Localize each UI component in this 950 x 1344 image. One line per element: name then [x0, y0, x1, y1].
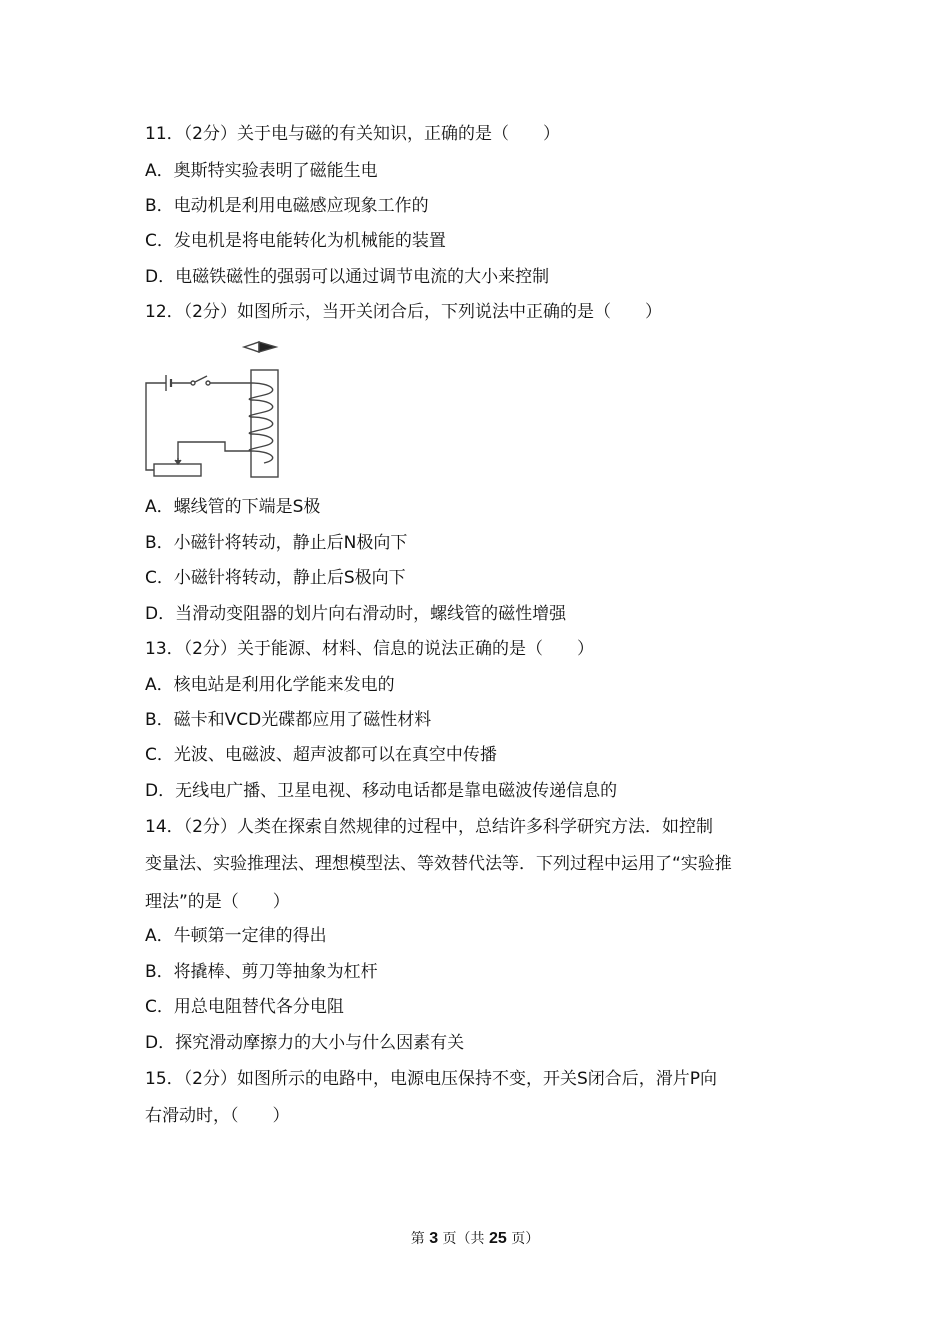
- q12-circuit-figure: [140, 338, 290, 480]
- q13-option-d: D．无线电广播、卫星电视、移动电话都是靠电磁波传递信息的: [145, 781, 618, 801]
- q14-stem-line3: 理法”的是（ ）: [145, 892, 290, 912]
- q14-option-c: C．用总电阻替代各分电阻: [145, 997, 344, 1017]
- q11-option-c: C．发电机是将电能转化为机械能的装置: [145, 231, 446, 251]
- q14-stem-line1: 14．（2分）人类在探索自然规律的过程中，总结许多科学研究方法．如控制: [145, 817, 713, 837]
- q11-option-a: A．奥斯特实验表明了磁能生电: [145, 161, 378, 181]
- footer-prefix: 第: [410, 1231, 425, 1247]
- q13-option-a: A．核电站是利用化学能来发电的: [145, 675, 395, 695]
- rheostat: [154, 464, 201, 476]
- q11-stem: 11．（2分）关于电与磁的有关知识，正确的是（ ）: [145, 124, 560, 144]
- q11-option-b: B．电动机是利用电磁感应现象工作的: [145, 196, 429, 216]
- q11-option-d: D．电磁铁磁性的强弱可以通过调节电流的大小来控制: [145, 267, 550, 287]
- q13-stem: 13．（2分）关于能源、材料、信息的说法正确的是（ ）: [145, 639, 594, 659]
- compass-needle-black: [259, 342, 276, 352]
- solenoid-core: [251, 370, 278, 477]
- footer-page-number: 3: [429, 1230, 439, 1247]
- q14-option-d: D．探究滑动摩擦力的大小与什么因素有关: [145, 1033, 465, 1053]
- footer-total-pages: 25: [489, 1230, 507, 1247]
- q13-option-b: B．磁卡和VCD光碟都应用了磁性材料: [145, 710, 432, 730]
- q15-stem-line1: 15．（2分）如图所示的电路中，电源电压保持不变，开关S闭合后，滑片P向: [145, 1069, 717, 1089]
- page-footer: [0, 1228, 950, 1248]
- compass-needle-white: [244, 342, 259, 352]
- q12-option-d: D．当滑动变阻器的划片向右滑动时，螺线管的磁性增强: [145, 604, 567, 624]
- q12-option-c: C．小磁针将转动，静止后S极向下: [145, 568, 406, 588]
- footer-suffix: 页）: [511, 1231, 540, 1247]
- q14-stem-line2: 变量法、实验推理法、理想模型法、等效替代法等．下列过程中运用了“实验推: [145, 854, 732, 874]
- q12-option-a: A．螺线管的下端是S极: [145, 497, 321, 517]
- q12-option-b: B．小磁针将转动，静止后N极向下: [145, 533, 408, 553]
- q15-stem-line2: 右滑动时，（ ）: [145, 1106, 290, 1126]
- switch-blade: [195, 376, 207, 382]
- footer-middle: 页（共: [442, 1231, 485, 1247]
- q14-option-b: B．将撬棒、剪刀等抽象为杠杆: [145, 962, 378, 982]
- q13-option-c: C．光波、电磁波、超声波都可以在真空中传播: [145, 745, 497, 765]
- q12-stem: 12．（2分）如图所示，当开关闭合后，下列说法中正确的是（ ）: [145, 302, 662, 322]
- q14-option-a: A．牛顿第一定律的得出: [145, 926, 327, 946]
